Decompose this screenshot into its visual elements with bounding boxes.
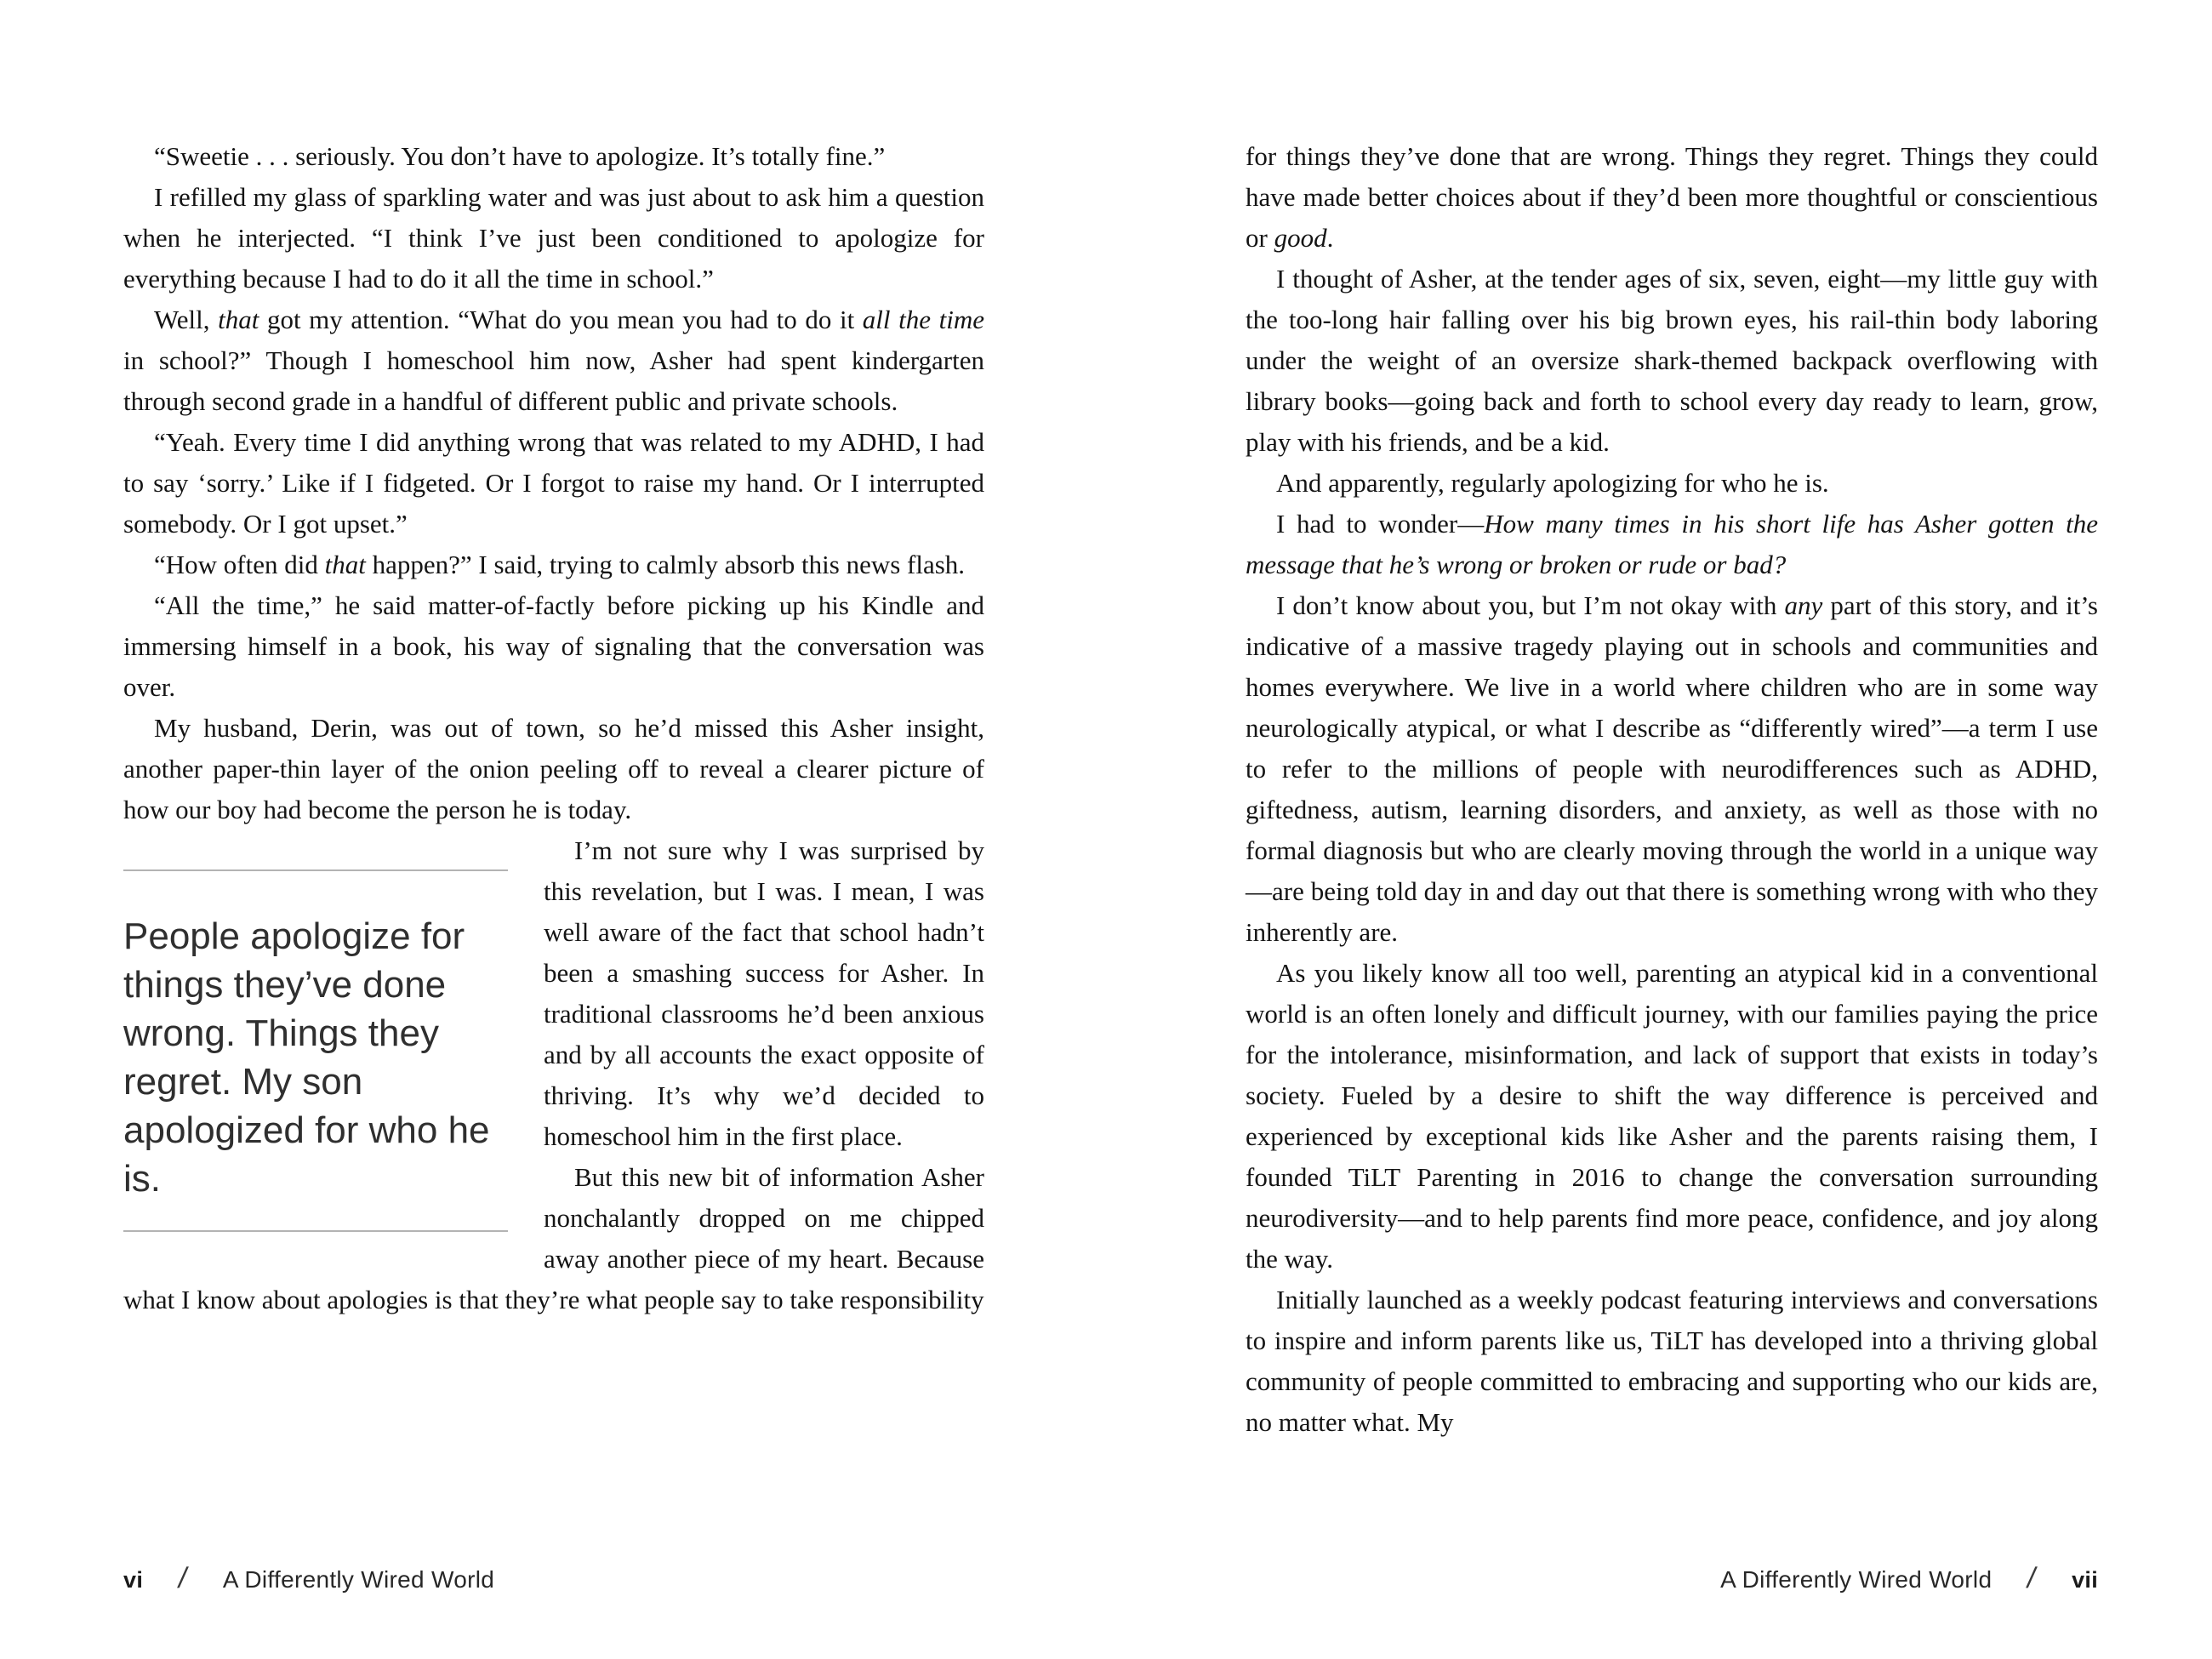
paragraph: I had to wonder—How many times in his short life has Asher gotten the message that he’s wrong or broken or rude or bad? xyxy=(1246,509,2098,579)
page-footer-right xyxy=(1720,1562,2098,1595)
paragraph: “Yeah. Every time I did anything wrong that was related to my ADHD, I had to say ‘sorry.’ Like if I fidgeted. Or I forgot to raise my hand. Or I interrupted somebody. Or I got upset.” xyxy=(123,427,984,539)
paragraph: But this new bit of information Asher nonchalantly dropped on me chipped away another piece of my heart. Because what I know about apologies is that they’re what people say to take responsibility xyxy=(123,1162,984,1314)
running-title-right: A Differently Wired World xyxy=(1720,1566,1993,1593)
paragraph: for things they’ve done that are wrong. Things they regret. Things they could have made better choices about if they’d been more thoughtful or conscientious or good. xyxy=(1246,141,2098,253)
pull-quote: People apologize for things they’ve done wrong. Things they regret. My son apologized for who he is. xyxy=(123,869,508,1232)
page-number-right: vii xyxy=(2072,1567,2098,1593)
paragraph: Initially launched as a weekly podcast featuring interviews and conversations to inspire and inform parents like us, TiLT has developed into a thriving global community of people committed to embracing and supporting who our kids are, no matter what. My xyxy=(1246,1285,2098,1437)
paragraph: I thought of Asher, at the tender ages of six, seven, eight—my little guy with the too-long hair falling over his big brown eyes, his rail-thin body laboring under the weight of an oversize shark-themed backpack overflowing with library books—going back and forth to school every day ready to learn, grow, play with his friends, and be a kid. xyxy=(1246,264,2098,457)
running-title-left: A Differently Wired World xyxy=(222,1566,495,1593)
page-left-text xyxy=(123,136,984,1320)
footer-slash-separator: / xyxy=(2025,1562,2039,1594)
paragraph: As you likely know all too well, parenting an atypical kid in a conventional world is an often lonely and difficult journey, with our families paying the price for the intolerance, misinformation, and lack of support that exists in today’s society. Fueled by a desire to shift the way difference is perceived and experienced by exceptional kids like Asher and the parents raising them, I founded TiLT Parenting in 2016 to change the conversation surrounding neurodiversity—and to help parents find more peace, confidence, and joy along the way. xyxy=(1246,958,2098,1274)
paragraph: “How often did that happen?” I said, trying to calmly absorb this news flash. xyxy=(154,550,966,579)
paragraph: My husband, Derin, was out of town, so he’d missed this Asher insight, another paper-thin layer of the onion peeling off to reveal a clearer picture of how our boy had become the person he is today. xyxy=(123,713,984,824)
paragraph: I refilled my glass of sparkling water and was just about to ask him a question when he interjected. “I think I’ve just been conditioned to apologize for everything because I had to do it all the time in school.” xyxy=(123,182,984,294)
paragraph: “Sweetie . . . seriously. You don’t have to apologize. It’s totally fine.” xyxy=(154,141,886,171)
paragraph: And apparently, regularly apologizing for who he is. xyxy=(1276,468,1829,498)
paragraph: “All the time,” he said matter-of-factly before picking up his Kindle and immersing himself in a book, his way of signaling that the conversation was over. xyxy=(123,590,984,702)
paragraph: I’m not sure why I was surprised by this revelation, but I was. I mean, I was well aware of the fact that school hadn’t been a smashing success for Asher. In traditional classrooms he’d been anxious and by all accounts the exact opposite of thriving. It’s why we’d decided to homeschool him in the first place. xyxy=(544,835,984,1151)
page-number-left: vi xyxy=(123,1567,144,1593)
paragraph: I don’t know about you, but I’m not okay with any part of this story, and it’s indicative of a massive tragedy playing out in schools and communities and homes everywhere. We live in a world where children who are in some way neurologically atypical, or what I describe as “differently wired”—a term I use to refer to the millions of people with neurodifferences such as ADHD, giftedness, autism, learning disorders, and anxiety, as well as those with no formal diagnosis but who are clearly moving through the world in a unique way—are being told day in and day out that there is something wrong with who they inherently are. xyxy=(1246,590,2098,947)
page-footer-left xyxy=(123,1562,494,1595)
footer-slash-separator: / xyxy=(175,1562,191,1594)
page-right-text xyxy=(1246,136,2098,1443)
paragraph: Well, that got my attention. “What do you mean you had to do it all the time in school?” Though I homeschool him now, Asher had spent kindergarten through second grade in a handful of different public and private schools. xyxy=(123,305,984,416)
